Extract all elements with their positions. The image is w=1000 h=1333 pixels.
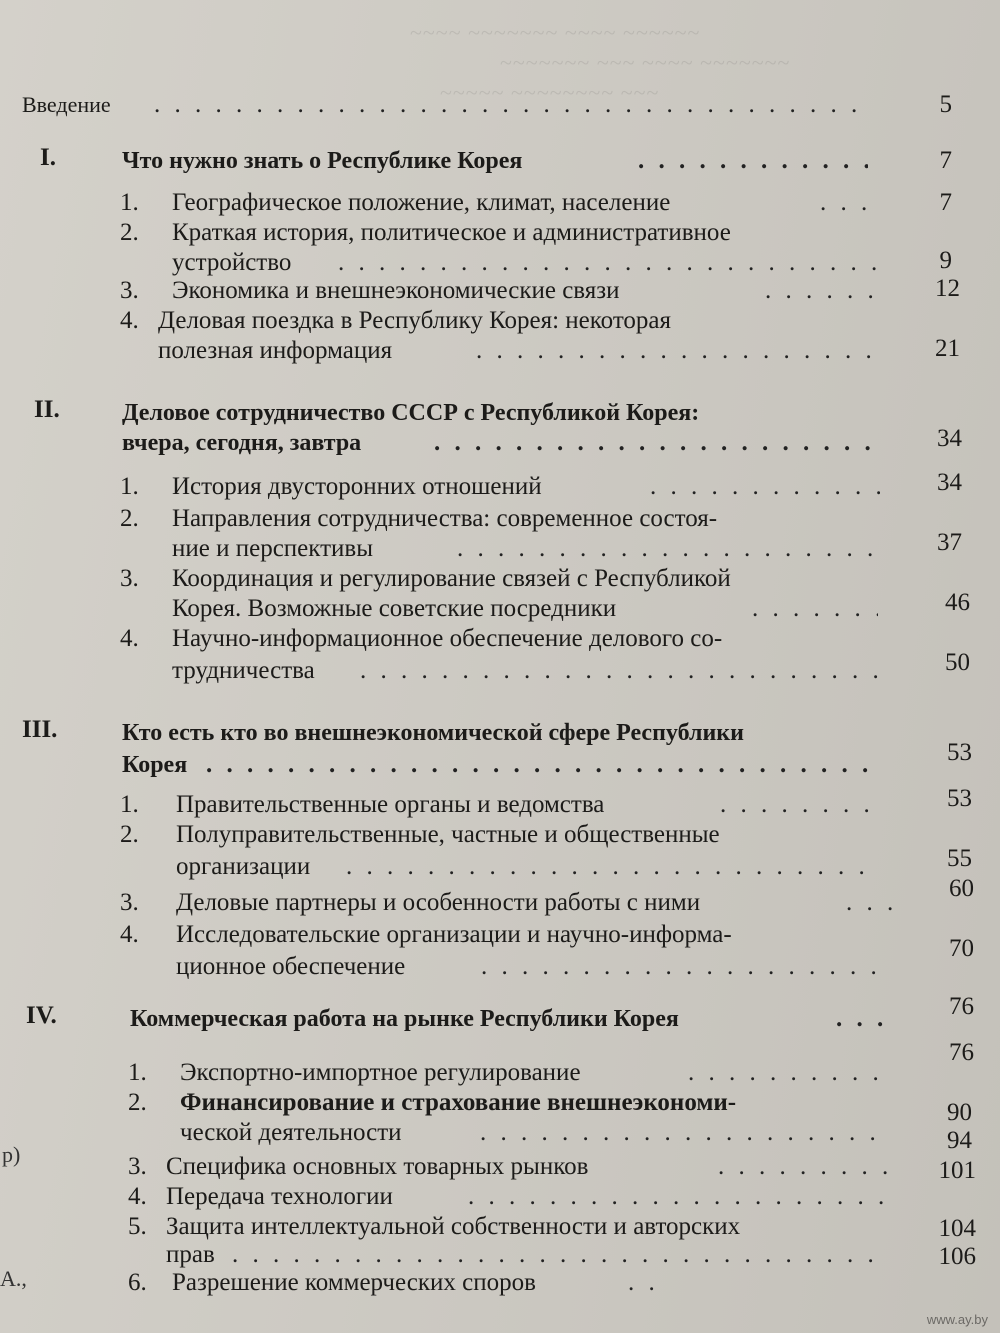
toc-page-number: 76 (949, 993, 974, 1020)
leader-dots (638, 144, 868, 178)
leader-dots (480, 1116, 880, 1150)
section-number: 3. (120, 277, 139, 304)
toc-section[interactable] (120, 304, 880, 338)
toc-entry-intro[interactable] (22, 88, 872, 122)
leader-dots (628, 1266, 658, 1300)
chapter-title: Деловое сотрудничество СССР с Республикой Корея: (122, 400, 700, 426)
toc-section[interactable] (120, 818, 890, 852)
toc-section-cont[interactable] (176, 950, 880, 984)
section-number: 3. (120, 889, 139, 916)
leader-dots (154, 88, 864, 122)
leader-dots (688, 1056, 888, 1090)
toc-section[interactable] (120, 470, 880, 504)
toc-page-number: 104 (938, 1215, 976, 1242)
toc-chapter-2[interactable] (122, 396, 882, 430)
toc-section[interactable] (120, 502, 880, 536)
section-number: 2. (120, 219, 139, 246)
margin-fragment: А., (0, 1266, 27, 1291)
toc-chapter-3[interactable] (122, 716, 892, 750)
toc-page-number: 101 (938, 1157, 976, 1184)
toc-section[interactable] (120, 918, 890, 952)
section-number: 3. (120, 565, 139, 592)
section-number: 4. (128, 1183, 147, 1210)
leader-dots (206, 748, 876, 782)
toc-section[interactable] (128, 1266, 888, 1300)
chapter-number: III. (22, 716, 58, 743)
section-number: 2. (120, 821, 139, 848)
toc-page-number: 60 (949, 875, 974, 902)
section-number: 1. (120, 791, 139, 818)
section-title-cont: ческой деятельности (180, 1119, 402, 1146)
toc-section-cont[interactable] (172, 532, 880, 566)
toc-section-cont[interactable] (176, 850, 880, 884)
section-number: 3. (128, 1153, 147, 1180)
chapter-title-cont: вчера, сегодня, завтра (122, 430, 362, 456)
chapter-title: Коммерческая работа на рынке Республики Корея (130, 1006, 679, 1032)
section-title-cont: прав (166, 1241, 215, 1268)
section-title: Координация и регулирование связей с Республикой (172, 565, 731, 592)
section-number: 2. (128, 1089, 147, 1116)
toc-section[interactable] (128, 1086, 898, 1120)
toc-page-number: 53 (947, 785, 972, 812)
section-number: 1. (128, 1059, 147, 1086)
leader-dots (360, 654, 878, 688)
toc-section[interactable] (120, 886, 890, 920)
section-number: 2. (120, 505, 139, 532)
section-title: Экспортно-импортное регулирование (180, 1059, 581, 1086)
leader-dots (846, 886, 896, 920)
bleed-through-text: ~~~~ ~~~~~~~ ~~~~ ~~~~~~ ~~~~~~~ ~~~ ~~~~ ~~~~~~~ ~~~~~ ~~~~~~~~ ~~~ (410, 20, 791, 105)
toc-section[interactable] (120, 562, 880, 596)
chapter-number: II. (34, 396, 60, 423)
toc-section-cont[interactable] (172, 592, 880, 626)
leader-dots (765, 274, 880, 308)
section-title: Научно-информационное обеспечение делового со- (172, 625, 723, 652)
toc-page-number: 7 (939, 189, 952, 216)
toc-section[interactable] (120, 216, 880, 250)
toc-chapter-3-cont[interactable] (122, 748, 882, 782)
section-title-cont: полезная информация (158, 337, 393, 364)
section-title-cont: Корея. Возможные советские посредники (172, 595, 617, 622)
toc-page-number: 12 (935, 275, 960, 302)
section-title-cont: трудничества (172, 657, 315, 684)
chapter-number: I. (40, 144, 56, 171)
watermark: www.ay.by (926, 1312, 988, 1327)
leader-dots (434, 426, 874, 460)
toc-section-cont[interactable] (172, 654, 880, 688)
chapter-number: IV. (26, 1002, 57, 1029)
section-title-cont: ние и перспективы (172, 535, 374, 562)
section-title: Специфика основных товарных рынков (166, 1153, 589, 1180)
leader-dots (720, 788, 880, 822)
section-title-cont: ционное обеспечение (176, 953, 406, 980)
toc-page-number: 76 (949, 1039, 974, 1066)
leader-dots (481, 950, 881, 984)
section-title: Полуправительственные, частные и общественные (176, 821, 720, 848)
toc-page-number: 5 (939, 91, 952, 118)
section-number: 1. (120, 189, 139, 216)
toc-page-number: 53 (947, 739, 972, 766)
toc-section[interactable] (128, 1150, 888, 1184)
section-title: Разрешение коммерческих споров (172, 1269, 536, 1296)
section-title: Направления сотрудничества: современное состоя- (172, 505, 718, 532)
section-title: Деловые партнеры и особенности работы с ними (176, 889, 701, 916)
section-title: Правительственные органы и ведомства (176, 791, 605, 818)
toc-section-cont[interactable] (180, 1116, 888, 1150)
toc-page-number: 46 (945, 589, 970, 616)
section-number: 4. (120, 625, 139, 652)
toc-section[interactable] (120, 788, 880, 822)
leader-dots (836, 1002, 890, 1036)
toc-section[interactable] (128, 1056, 888, 1090)
section-number: 6. (128, 1269, 147, 1296)
leader-dots (752, 592, 878, 626)
section-number: 4. (120, 307, 139, 334)
toc-page-number: 7 (939, 147, 952, 174)
chapter-title-cont: Корея (122, 752, 188, 778)
section-title: Географическое положение, климат, население (172, 189, 671, 216)
toc-page-number: 50 (945, 649, 970, 676)
toc-section[interactable] (120, 274, 880, 308)
section-title: История двусторонних отношений (172, 473, 542, 500)
toc-page-number: 37 (937, 529, 962, 556)
section-number: 1. (120, 473, 139, 500)
toc-page-number: 106 (938, 1243, 976, 1270)
section-number: 5. (128, 1213, 147, 1240)
toc-page-number: 70 (949, 935, 974, 962)
toc-page-number: 90 (947, 1099, 972, 1126)
section-title: Краткая история, политическое и административное (172, 219, 731, 246)
section-title: Деловая поездка в Республику Корея: некоторая (158, 307, 672, 334)
margin-fragment: р) (2, 1142, 21, 1167)
section-title: Экономика и внешнеэкономические связи (172, 277, 620, 304)
toc-page-number: 9 (939, 247, 952, 274)
leader-dots (650, 470, 880, 504)
section-title: Передача технологии (166, 1183, 393, 1210)
toc-section-cont[interactable] (158, 334, 880, 368)
toc-page-number: 21 (935, 335, 960, 362)
section-title: Финансирование и страхование внешнеэкономи- (180, 1089, 737, 1116)
toc-page-number: 34 (937, 425, 962, 452)
section-title: Защита интеллектуальной собственности и авторских (166, 1213, 741, 1240)
toc-page-number: 34 (937, 469, 962, 496)
toc-section[interactable] (128, 1180, 888, 1214)
section-title-cont: организации (176, 853, 311, 880)
toc-entry-title: Введение (22, 92, 111, 117)
leader-dots (457, 532, 877, 566)
toc-section[interactable] (120, 186, 880, 220)
toc-chapter-2-cont[interactable] (122, 426, 882, 460)
toc-page-number: 55 (947, 845, 972, 872)
chapter-title: Что нужно знать о Республике Корея (122, 148, 523, 174)
section-title-cont: устройство (172, 249, 292, 276)
leader-dots (476, 334, 878, 368)
leader-dots (346, 850, 878, 884)
section-number: 4. (120, 921, 139, 948)
leader-dots (468, 1180, 888, 1214)
toc-chapter-1[interactable] (122, 144, 882, 178)
leader-dots (820, 186, 880, 220)
toc-page-number: 94 (947, 1127, 972, 1154)
section-title: Исследовательские организации и научно-информа- (176, 921, 732, 948)
toc-section[interactable] (120, 622, 880, 656)
toc-chapter-4[interactable] (130, 1002, 890, 1036)
leader-dots (718, 1150, 888, 1184)
chapter-title: Кто есть кто во внешнеэкономической сфере Республики (122, 720, 744, 746)
